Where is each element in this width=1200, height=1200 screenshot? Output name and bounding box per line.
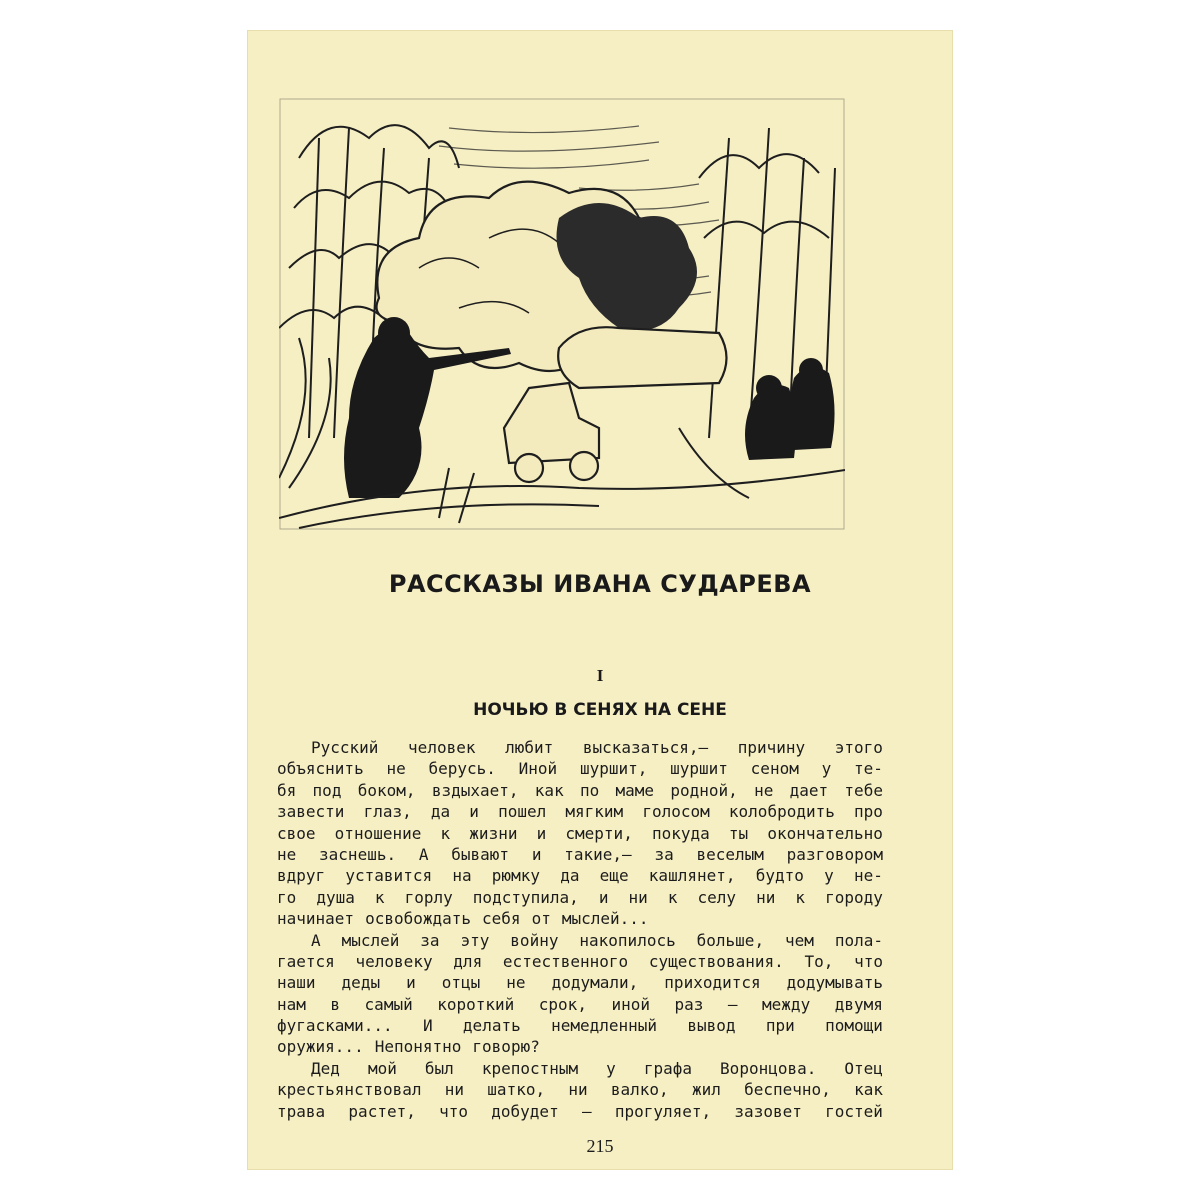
word: любит — [505, 738, 554, 757]
book-title: РАССКАЗЫ ИВАНА СУДАРЕВА — [388, 570, 812, 598]
word: колобродить — [728, 802, 835, 822]
text-line — [277, 758, 883, 779]
word: ни — [756, 887, 776, 907]
word: жил — [691, 1080, 721, 1100]
text-line — [277, 1058, 883, 1079]
word: между — [762, 994, 811, 1014]
word: на — [452, 866, 472, 886]
word: А — [418, 844, 429, 864]
word: мыслей — [341, 930, 400, 950]
text-line — [277, 1036, 883, 1057]
word: и — [531, 844, 542, 864]
word: свое — [277, 823, 316, 843]
word: То, — [804, 951, 834, 971]
word: наши — [277, 973, 316, 993]
woodcut-battle-scene-illustration — [279, 98, 845, 530]
word: боком, — [357, 780, 416, 800]
word: да — [560, 866, 580, 886]
word: шатко, — [487, 1080, 546, 1100]
word: у — [606, 1058, 616, 1078]
word: дает — [789, 780, 829, 800]
word: мыслей... — [561, 909, 649, 929]
word: шуршит, — [579, 759, 648, 779]
word: жизни — [469, 823, 518, 843]
word: иной — [611, 994, 650, 1014]
word: человек — [408, 738, 476, 757]
word: додумывать — [786, 973, 883, 993]
word: пола- — [834, 930, 883, 950]
word: объяснить — [277, 759, 364, 779]
word: естественного — [502, 951, 629, 971]
word: шуршит — [670, 759, 728, 779]
word: — — [727, 994, 738, 1014]
word: войну — [510, 930, 559, 950]
word: не — [277, 844, 297, 864]
word: существования. — [648, 951, 784, 971]
word: кашлянет, — [648, 866, 736, 886]
word: помощи — [825, 1016, 883, 1036]
word: да — [430, 802, 451, 822]
word: го — [277, 887, 297, 907]
word: себя — [482, 909, 521, 929]
word: И — [422, 1016, 433, 1036]
word: мой — [367, 1058, 397, 1078]
word: вывод — [687, 1016, 736, 1036]
word: крестьянствовал — [277, 1080, 422, 1100]
text-line — [277, 1101, 883, 1122]
word: Дед — [311, 1058, 340, 1078]
word: и — [469, 802, 479, 822]
word: Русский — [311, 738, 379, 757]
word: для — [453, 951, 483, 971]
word: ни — [444, 1080, 465, 1100]
word: не — [754, 780, 774, 800]
word: начинает — [277, 909, 355, 929]
text-line — [277, 908, 883, 929]
word: бя — [277, 780, 297, 800]
word: при — [765, 1016, 795, 1036]
word: накопилось — [579, 930, 676, 950]
word: рюмку — [491, 866, 540, 886]
word: крепостным — [481, 1058, 579, 1078]
word: селу — [697, 887, 737, 907]
word: маме — [615, 780, 655, 800]
word: нам — [277, 994, 306, 1014]
chapter-text — [277, 737, 883, 1122]
word: короткий — [437, 994, 515, 1014]
word: высказаться,— — [582, 738, 709, 757]
word: по — [579, 780, 600, 800]
illustration-drawing — [279, 98, 845, 530]
word: не — [386, 759, 406, 779]
word: эту — [460, 930, 490, 950]
word: и — [406, 973, 416, 993]
word: под — [312, 780, 342, 800]
text-line — [277, 780, 883, 801]
chapter-title: НОЧЬЮ В СЕНЯХ НА СЕНЕ — [473, 700, 727, 720]
word: тебе — [844, 780, 883, 800]
word: А — [311, 930, 321, 950]
word: глаз, — [363, 802, 412, 822]
word: больше, — [696, 930, 765, 950]
word: покуда — [651, 823, 710, 843]
text-line — [277, 865, 883, 886]
word: к — [795, 887, 806, 907]
word: ни — [568, 1080, 588, 1100]
word: такие,— — [564, 844, 632, 864]
word: в — [330, 994, 341, 1014]
text-line — [277, 951, 883, 972]
word: двумя — [834, 994, 883, 1014]
word: за — [420, 930, 440, 950]
word: подступила, — [472, 887, 579, 907]
text-line — [277, 737, 883, 758]
word: от — [531, 909, 551, 929]
word: Воронцова. — [720, 1058, 817, 1078]
word: чем — [785, 930, 814, 950]
word: графа — [643, 1058, 693, 1078]
word: человеку — [355, 951, 433, 971]
word: говорю? — [472, 1037, 540, 1057]
word: к — [667, 887, 678, 907]
text-line — [277, 1015, 883, 1036]
word: деды — [341, 973, 381, 993]
word: родной, — [670, 780, 738, 800]
word: те- — [853, 759, 883, 779]
word: раз — [674, 994, 704, 1014]
word: оружия... — [277, 1037, 364, 1057]
word: к — [374, 887, 385, 907]
word: растет, — [348, 1101, 416, 1121]
word: окончательно — [767, 823, 883, 843]
word: добудет — [491, 1101, 559, 1121]
word: к — [440, 823, 451, 843]
text-line — [277, 972, 883, 993]
word: додумали, — [551, 973, 639, 993]
word: вдруг — [277, 866, 326, 886]
word: гостей — [825, 1101, 883, 1121]
word: мягким — [565, 802, 624, 822]
word: Непонятно — [374, 1037, 462, 1057]
word: был — [424, 1058, 454, 1078]
word: — — [581, 1101, 592, 1121]
word: берусь. — [428, 759, 496, 779]
text-line — [277, 930, 883, 951]
word: беспечно, — [744, 1080, 831, 1100]
word: за — [654, 844, 674, 864]
word: завести — [277, 802, 345, 822]
word: немедленный — [551, 1016, 658, 1036]
page-number: 215 — [586, 1136, 614, 1156]
word: как — [534, 780, 564, 800]
word: смерти, — [565, 823, 633, 843]
word: будто — [755, 866, 804, 886]
word: самый — [364, 994, 413, 1014]
word: бывают — [451, 844, 510, 864]
word: трава — [277, 1101, 326, 1121]
word: не — [506, 973, 526, 993]
word: отцы — [441, 973, 481, 993]
word: вздыхает, — [431, 780, 519, 800]
word: веселым — [696, 844, 764, 864]
word: что — [854, 951, 883, 971]
word: и — [598, 887, 609, 907]
word: у — [824, 866, 834, 886]
word: и — [536, 823, 547, 843]
word: голосом — [642, 802, 710, 822]
word: еще — [599, 866, 629, 886]
word: горлу — [404, 887, 453, 907]
word: не- — [853, 866, 883, 886]
word: у — [821, 759, 832, 779]
word: Иной — [518, 759, 558, 779]
word: ты — [728, 823, 749, 843]
word: что — [439, 1101, 469, 1121]
word: заснешь. — [319, 844, 397, 864]
word: приходится — [664, 973, 761, 993]
word: освобождать — [365, 909, 472, 929]
text-line — [277, 1079, 883, 1100]
word: про — [854, 802, 883, 822]
word: зазовет — [734, 1101, 802, 1121]
word: сеном — [750, 759, 799, 779]
word: делать — [462, 1016, 521, 1036]
word: разговором — [786, 844, 883, 864]
text-line — [277, 801, 883, 822]
word: городу — [825, 887, 883, 907]
word: гается — [277, 951, 335, 971]
word: валко, — [610, 1080, 669, 1100]
word: уставится — [345, 866, 433, 886]
chapter-number: I — [596, 666, 604, 685]
word: как — [854, 1080, 883, 1100]
book-page — [247, 30, 953, 1170]
word: Отец — [844, 1058, 883, 1078]
word: пошел — [498, 802, 547, 822]
word: фугасками... — [277, 1016, 393, 1036]
text-line — [277, 844, 883, 865]
text-line — [277, 823, 883, 844]
text-line — [277, 994, 883, 1015]
word: этого — [834, 738, 883, 757]
word: душа — [316, 887, 355, 907]
word: ни — [628, 887, 648, 907]
word: срок, — [538, 994, 587, 1014]
text-line — [277, 887, 883, 908]
word: причину — [737, 738, 806, 757]
word: отношение — [334, 823, 422, 843]
word: прогуляет, — [614, 1101, 712, 1121]
